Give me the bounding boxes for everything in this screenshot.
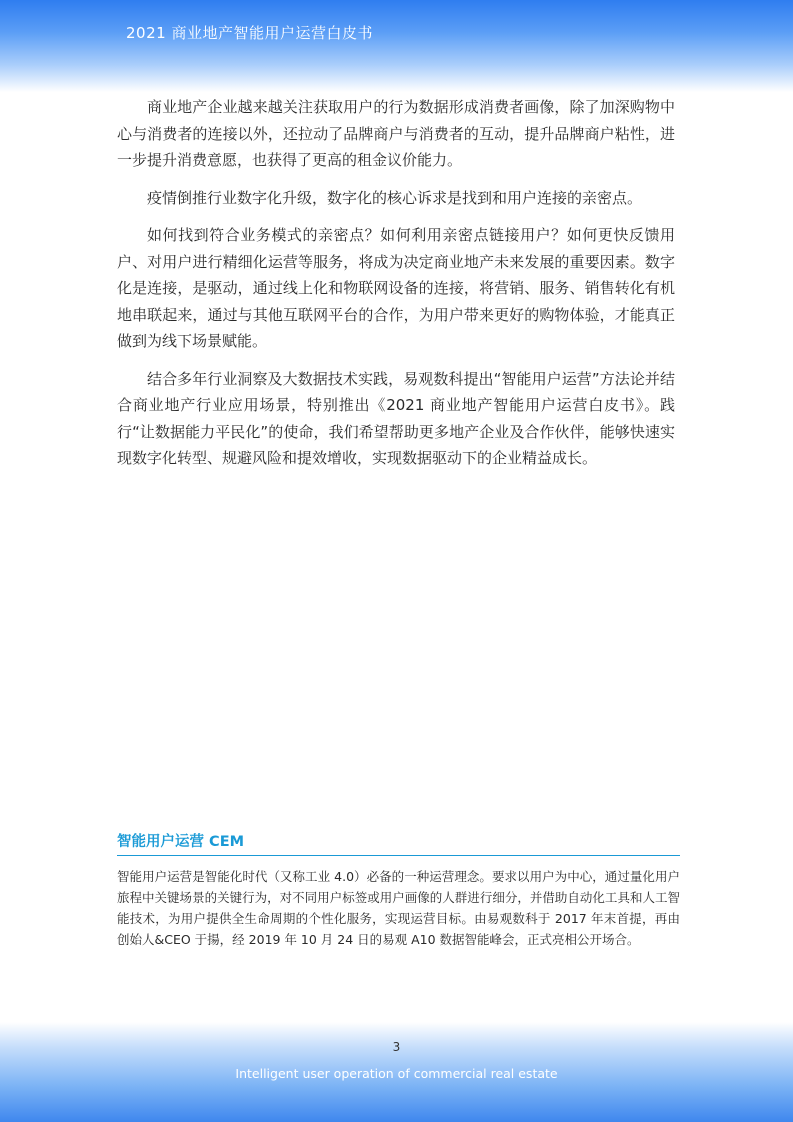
footer-title: Intelligent user operation of commercial real estate — [235, 1066, 558, 1081]
body-paragraph: 商业地产企业越来越关注获取用户的行为数据形成消费者画像，除了加深购物中心与消费者的连接以外，还拉动了品牌商户与消费者的互动，提升品牌商户粘性，进一步提升消费意愿，也获得了更高的租金议价能力。 — [117, 98, 675, 169]
definition-box — [117, 830, 680, 950]
body-text — [117, 94, 675, 483]
header-band — [0, 0, 793, 92]
body-paragraph: 疫情倒推行业数字化升级，数字化的核心诉求是找到和用户连接的亲密点。 — [147, 188, 643, 207]
body-paragraph: 结合多年行业洞察及大数据技术实践，易观数科提出“智能用户运营”方法论并结合商业地产行业应用场景，特别推出《2021 商业地产智能用户运营白皮书》。践行“让数据能力平民化”的使命，我们希望帮助更多地产企业及合作伙伴，能够快速实现数字化转型、规避风险和提效增收，实现数据驱动下的企业精益成长。 — [117, 369, 675, 467]
header-title: 2021 商业地产智能用户运营白皮书 — [126, 24, 373, 42]
page-number: 3 — [392, 1040, 401, 1054]
definition-box-title: 智能用户运营 CEM — [117, 830, 680, 856]
definition-box-text: 智能用户运营是智能化时代（又称工业 4.0）必备的一种运营理念。要求以用户为中心，通过量化用户旅程中关键场景的关键行为，对不同用户标签或用户画像的人群进行细分，并借助自动化工具和人工智能技术，为用户提供全生命周期的个性化服务，实现运营目标。由易观数科于 2017 年末首提，再由创始人&CEO 于揚，经 2019 年 10 月 24 日的易观 A10 数据智能峰会，正式亮相公开场合。 — [117, 869, 680, 947]
body-paragraph: 如何找到符合业务模式的亲密点？如何利用亲密点链接用户？如何更快反馈用户、对用户进行精细化运营等服务，将成为决定商业地产未来发展的重要因素。数字化是连接，是驱动，通过线上化和物联网设备的连接，将营销、服务、销售转化有机地串联起来，通过与其他互联网平台的合作，为用户带来更好的购物体验，才能真正做到为线下场景赋能。 — [117, 226, 675, 350]
